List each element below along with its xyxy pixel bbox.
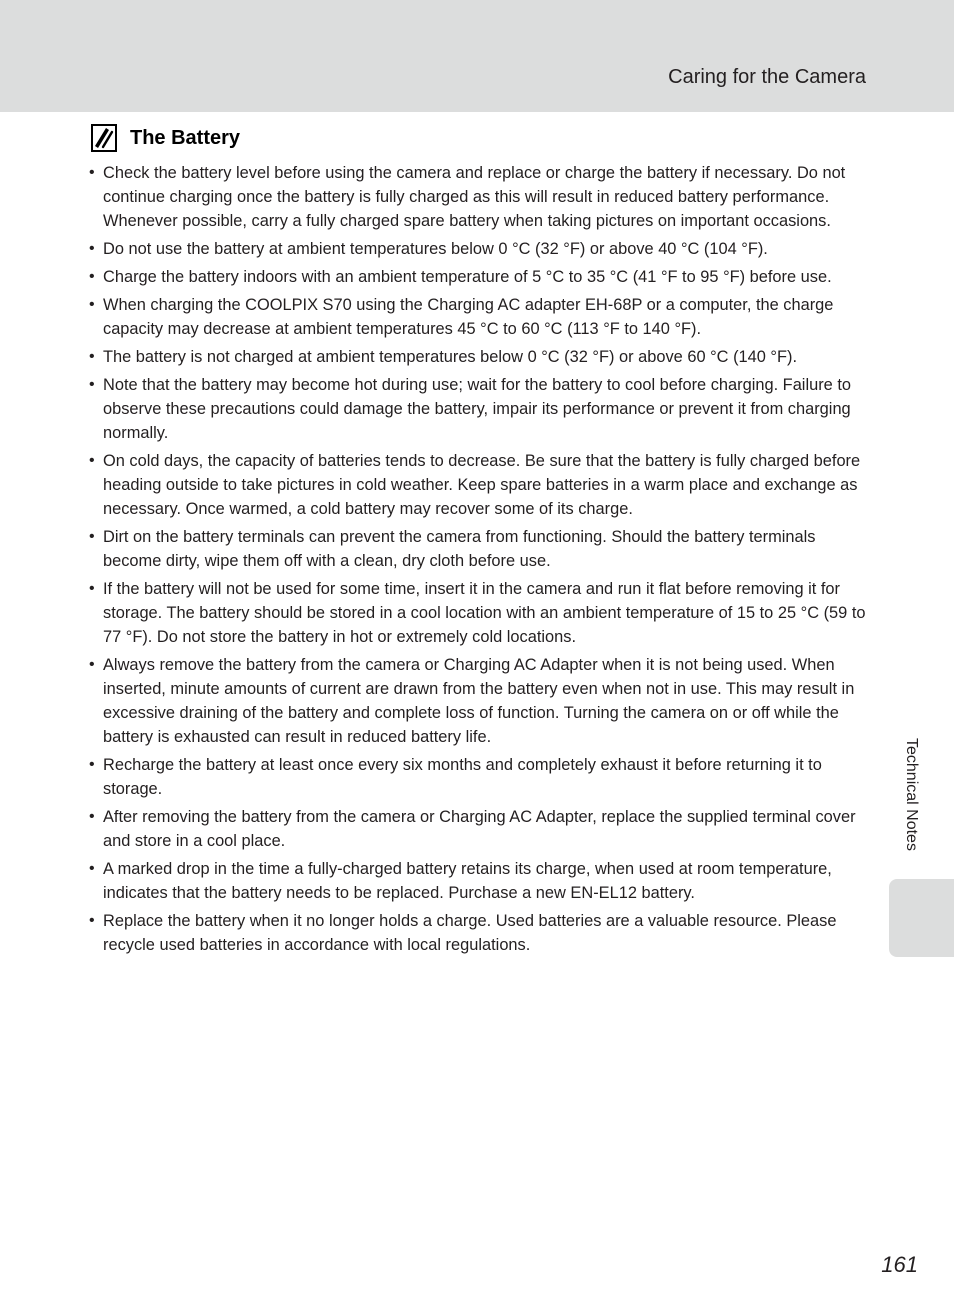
bullet-icon: • — [89, 268, 95, 285]
bullet-icon: • — [89, 528, 95, 545]
side-tab-marker — [889, 879, 954, 957]
section-heading — [91, 122, 240, 154]
list-item — [89, 265, 869, 289]
list-item-text: Check the battery level before using the camera and replace or charge the battery if necessary. Do not continue charging once the battery is fully charged as this will result in reduced battery performance. Whenever possible, carry a fully charged spare battery when taking pictures on important occasions. — [103, 164, 846, 230]
list-item — [89, 161, 869, 233]
list-item — [89, 857, 869, 905]
bullet-icon: • — [89, 240, 95, 257]
section-title: The Battery — [130, 126, 241, 149]
bullet-icon: • — [89, 756, 95, 773]
side-tab-label: Technical Notes — [903, 738, 920, 851]
list-item-text: If the battery will not be used for some time, insert it in the camera and run it flat before removing it for storage. The battery should be stored in a cool location with an ambient temperature of 15 to 25 °C (59 to 77 °F). Do not store the battery in hot or extremely cold locations. — [103, 580, 866, 646]
bullet-icon: • — [89, 452, 95, 469]
header-band — [0, 0, 954, 112]
bullet-icon: • — [89, 912, 95, 929]
note-check-icon — [91, 124, 117, 152]
list-item — [89, 293, 869, 341]
list-item — [89, 237, 869, 261]
list-item-text: Recharge the battery at least once every six months and completely exhaust it before returning it to storage. — [103, 756, 822, 798]
list-item-text: Always remove the battery from the camera or Charging AC Adapter when it is not being used. When inserted, minute amounts of current are drawn from the battery even when not in use. This may result in excessive draining of the battery and complete loss of function. Turning the camera on or off while the battery is exhausted can result in reduced battery life. — [103, 656, 855, 746]
list-item — [89, 345, 869, 369]
bullet-icon: • — [89, 656, 95, 673]
list-item-text: The battery is not charged at ambient temperatures below 0 °C (32 °F) or above 60 °C (140 °F). — [103, 348, 798, 366]
list-item — [89, 373, 869, 445]
bullet-icon: • — [89, 164, 95, 181]
battery-notes-list — [89, 161, 869, 961]
bullet-icon: • — [89, 348, 95, 365]
list-item-text: After removing the battery from the camera or Charging AC Adapter, replace the supplied terminal cover and store in a cool place. — [103, 808, 856, 850]
bullet-icon: • — [89, 296, 95, 313]
bullet-icon: • — [89, 808, 95, 825]
list-item-text: Dirt on the battery terminals can prevent the camera from functioning. Should the battery terminals become dirty, wipe them off with a clean, dry cloth before use. — [103, 528, 816, 570]
list-item-text: On cold days, the capacity of batteries tends to decrease. Be sure that the battery is fully charged before heading outside to take pictures in cold weather. Keep spare batteries in a warm place and exchange as necessary. Once warmed, a cold battery may recover some of its charge. — [103, 452, 861, 518]
page-number: 161 — [881, 1252, 918, 1277]
bullet-icon: • — [89, 580, 95, 597]
list-item-text: When charging the COOLPIX S70 using the Charging AC adapter EH-68P or a computer, the charge capacity may decrease at ambient temperatures 45 °C to 60 °C (113 °F to 140 °F). — [103, 296, 834, 338]
list-item-text: Charge the battery indoors with an ambient temperature of 5 °C to 35 °C (41 °F to 95 °F) before use. — [103, 268, 832, 286]
list-item — [89, 577, 869, 649]
list-item — [89, 525, 869, 573]
list-item — [89, 653, 869, 749]
list-item — [89, 449, 869, 521]
bullet-icon: • — [89, 376, 95, 393]
list-item-text: Do not use the battery at ambient temperatures below 0 °C (32 °F) or above 40 °C (104 °F). — [103, 240, 768, 258]
list-item — [89, 805, 869, 853]
bullet-icon: • — [89, 860, 95, 877]
list-item — [89, 753, 869, 801]
list-item-text: A marked drop in the time a fully-charged battery retains its charge, when used at room temperature, indicates that the battery needs to be replaced. Purchase a new EN-EL12 battery. — [103, 860, 832, 902]
chapter-title: Caring for the Camera — [668, 66, 866, 88]
list-item-text: Note that the battery may become hot during use; wait for the battery to cool before charging. Failure to observe these precautions could damage the battery, impair its performance or prevent it from charging normally. — [103, 376, 852, 442]
list-item-text: Replace the battery when it no longer holds a charge. Used batteries are a valuable resource. Please recycle used batteries in accordance with local regulations. — [103, 912, 837, 954]
list-item — [89, 909, 869, 957]
